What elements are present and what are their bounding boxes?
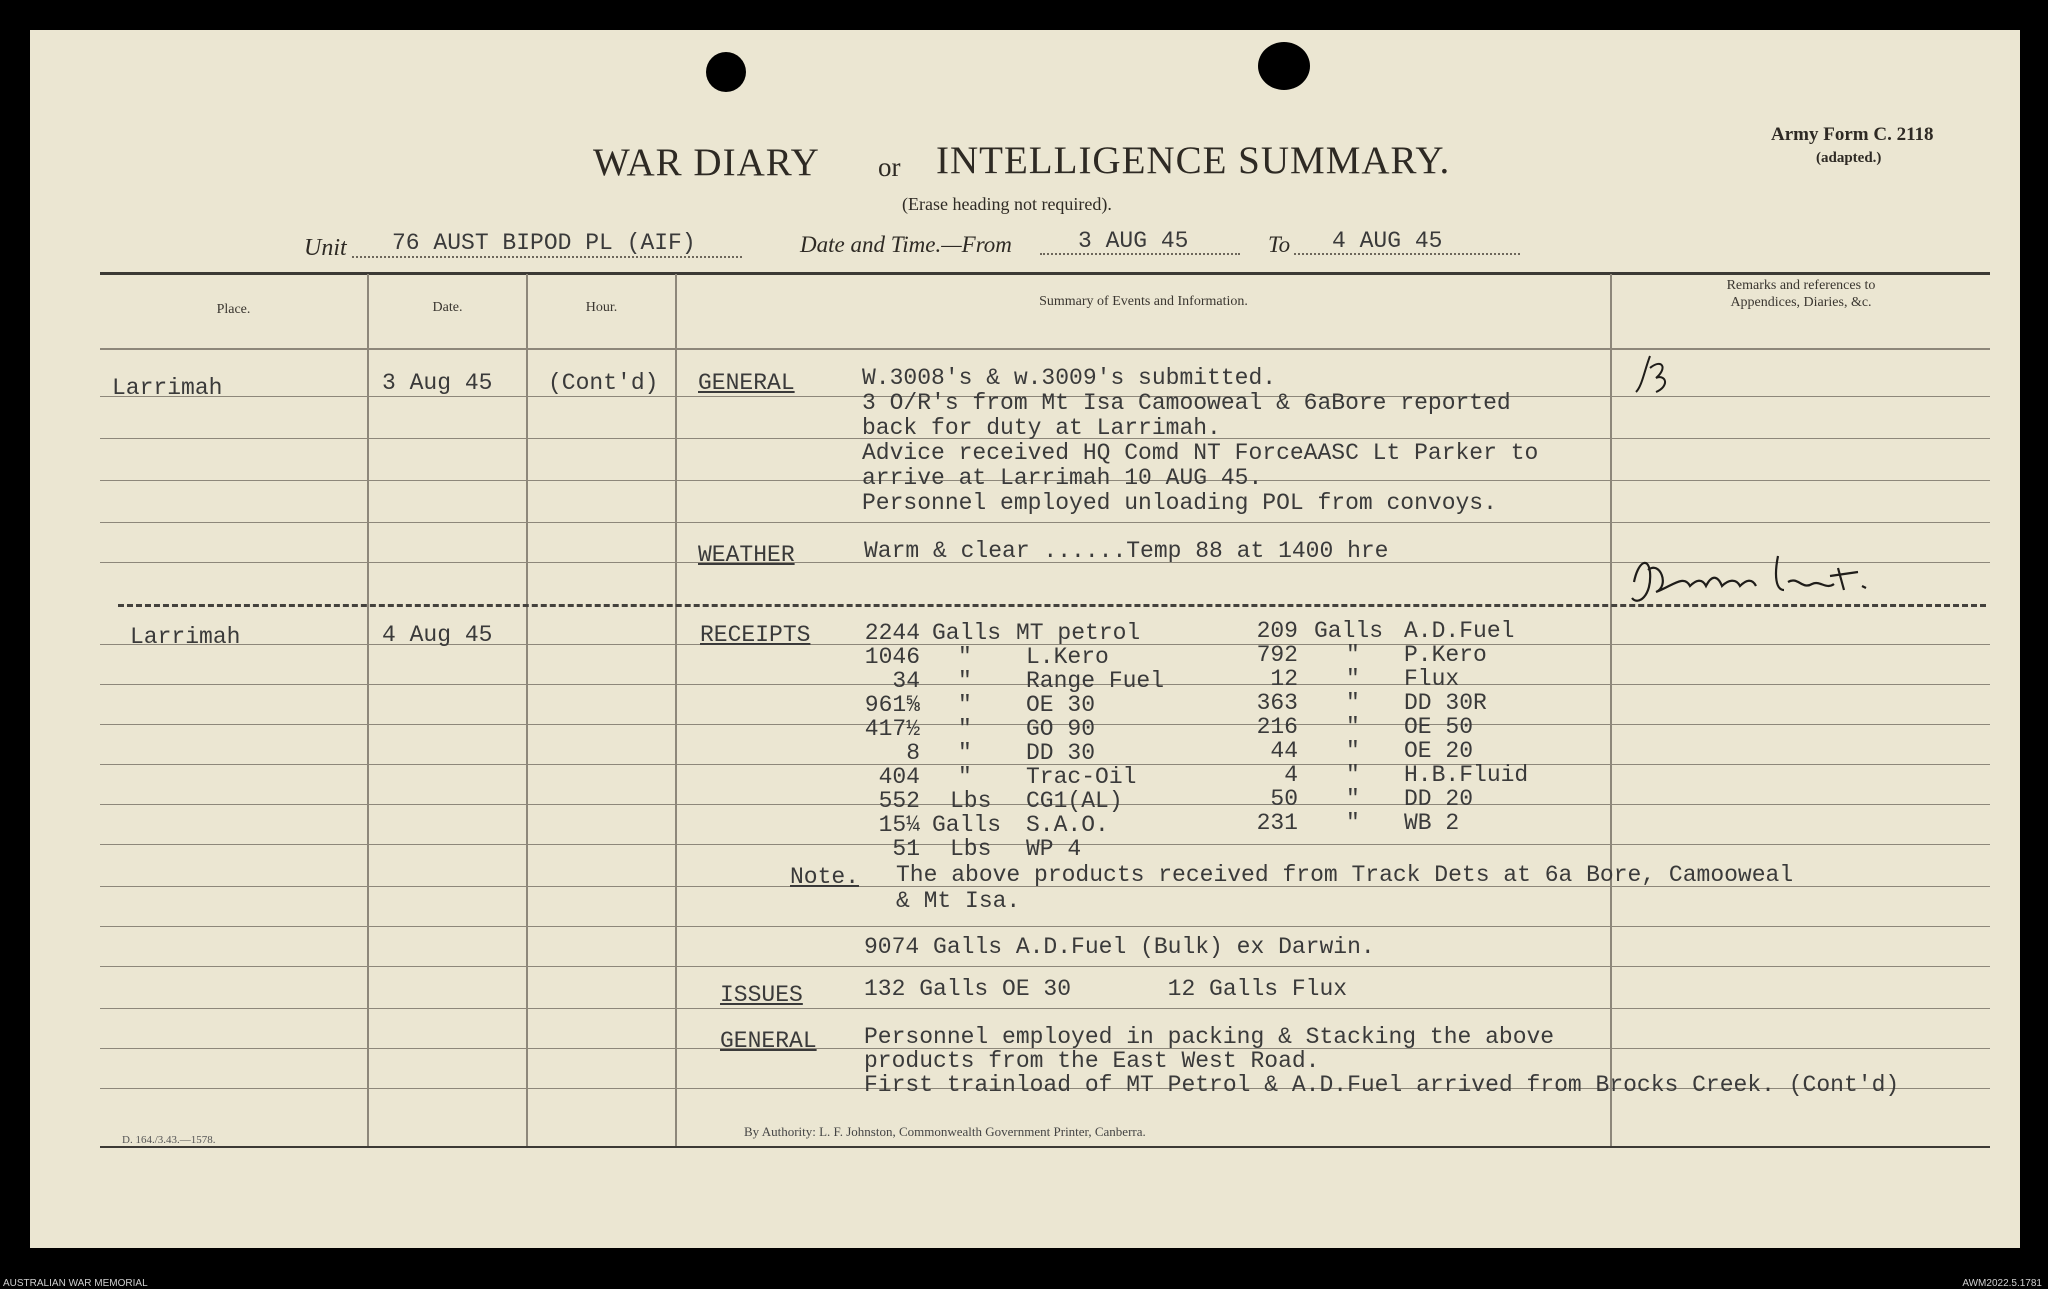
entry1-general-line: 3 O/R's from Mt Isa Camooweal & 6aBore reported: [862, 390, 1511, 416]
entry1-general-line: arrive at Larrimah 10 AUG 45.: [862, 465, 1263, 491]
punch-hole-right: [1258, 42, 1310, 90]
receipt-unit: ": [958, 692, 972, 718]
receipt-qty: 209: [1256, 618, 1298, 644]
entry2-date: 4 Aug 45: [382, 622, 493, 648]
receipt-unit: ": [1346, 642, 1360, 668]
receipt-qty: 792: [1256, 642, 1298, 668]
receipt-qty: 12: [1270, 666, 1298, 692]
receipt-qty: 2244: [864, 620, 920, 646]
entry2-place: Larrimah: [130, 624, 241, 650]
receipt-item: OE 20: [1404, 738, 1474, 764]
receipt-qty: 51: [892, 836, 920, 862]
entry2-general-line: First trainload of MT Petrol & A.D.Fuel arrived from Brocks Creek. (Cont'd): [864, 1072, 1900, 1098]
receipt-qty: 8: [906, 740, 920, 766]
note-line: The above products received from Track Dets at 6a Bore, Camooweal: [896, 862, 1794, 888]
header-remarks-2: Appendices, Diaries, &c.: [1730, 295, 1872, 310]
receipt-unit: ": [1346, 666, 1360, 692]
entry1-weather-label: WEATHER: [698, 542, 795, 568]
bulk-fuel-line: 9074 Galls A.D.Fuel (Bulk) ex Darwin.: [864, 934, 1375, 960]
army-form: Army Form C. 2118: [1771, 124, 1934, 145]
header-remarks-1: Remarks and references to: [1726, 278, 1876, 293]
receipt-item: CG1(AL): [1026, 788, 1123, 814]
receipt-unit: ": [958, 740, 972, 766]
receipt-item: S.A.O.: [1026, 812, 1109, 838]
receipt-item: DD 30R: [1404, 690, 1487, 716]
entry1-place: Larrimah: [112, 375, 223, 401]
to-value: 4 AUG 45: [1332, 228, 1443, 254]
entry2-general-line: Personnel employed in packing & Stacking the above: [864, 1024, 1555, 1050]
parker-signature: [1626, 546, 1876, 610]
column-divider-4: [1610, 274, 1612, 1148]
receipt-unit: Lbs: [950, 788, 992, 814]
print-code: D. 164./3.43.—1578.: [122, 1134, 216, 1146]
initials-signature: [1630, 352, 1680, 402]
receipt-item: H.B.Fluid: [1404, 762, 1529, 788]
archive-label: AUSTRALIAN WAR MEMORIAL: [3, 1278, 148, 1289]
receipt-unit: ": [1346, 786, 1360, 812]
issues-label: ISSUES: [720, 982, 803, 1008]
receipt-unit: Galls: [932, 812, 1002, 838]
receipt-qty: 404: [878, 764, 920, 790]
header-summary: Summary of Events and Information.: [1039, 294, 1248, 309]
receipt-item: GO 90: [1026, 716, 1096, 742]
receipt-item: Flux: [1404, 666, 1460, 692]
title-or: or: [878, 152, 901, 182]
from-value: 3 AUG 45: [1078, 228, 1189, 254]
receipt-unit: ": [958, 716, 972, 742]
column-divider-2: [526, 274, 528, 1148]
receipt-item: WP 4: [1026, 836, 1082, 862]
receipt-qty: 216: [1256, 714, 1298, 740]
receipt-unit: Lbs: [950, 836, 992, 862]
receipt-item: DD 30: [1026, 740, 1096, 766]
receipt-unit: ": [1346, 690, 1360, 716]
receipt-unit: ": [958, 668, 972, 694]
table-top-rule: [100, 272, 1990, 275]
entry1-date: 3 Aug 45: [382, 370, 493, 396]
header-bottom-rule: [100, 348, 1990, 350]
header-hour: Hour.: [585, 300, 618, 315]
receipt-qty: 34: [892, 668, 920, 694]
receipt-qty: 961⅝: [864, 692, 920, 718]
receipt-unit: Galls: [1314, 618, 1384, 644]
entry2-receipts-label: RECEIPTS: [700, 622, 811, 648]
receipt-unit: ": [958, 644, 972, 670]
receipt-qty: 15¼: [878, 812, 920, 838]
entry1-general-line: W.3008's & w.3009's submitted.: [862, 365, 1277, 391]
receipt-unit: ": [1346, 810, 1360, 836]
entry1-general-label: GENERAL: [698, 370, 795, 396]
receipt-unit: ": [1346, 762, 1360, 788]
diary-page: [30, 30, 2020, 1248]
column-divider-3: [675, 274, 677, 1148]
receipt-item: MT petrol: [1016, 620, 1141, 646]
receipt-qty: 417½: [864, 716, 920, 742]
receipt-item: OE 50: [1404, 714, 1474, 740]
unit-label: Unit: [304, 235, 347, 261]
subtitle: (Erase heading not required).: [902, 194, 1112, 214]
note-label: Note.: [790, 864, 860, 890]
entry2-general-line: products from the East West Road.: [864, 1048, 1320, 1074]
receipt-qty: 44: [1270, 738, 1298, 764]
receipt-item: A.D.Fuel: [1404, 618, 1515, 644]
unit-value: 76 AUST BIPOD PL (AIF): [392, 230, 696, 256]
receipt-item: L.Kero: [1026, 644, 1109, 670]
receipt-item: WB 2: [1404, 810, 1460, 836]
receipt-qty: 231: [1256, 810, 1298, 836]
receipt-qty: 1046: [864, 644, 920, 670]
punch-hole-left: [706, 52, 746, 92]
receipt-item: OE 30: [1026, 692, 1096, 718]
issues-text: 132 Galls OE 30 12 Galls Flux: [864, 976, 1348, 1002]
entry1-weather-text: Warm & clear ......Temp 88 at 1400 hre: [864, 538, 1389, 564]
receipt-item: DD 20: [1404, 786, 1474, 812]
entry1-general-line: back for duty at Larrimah.: [862, 415, 1221, 441]
entry1-general-line: Advice received HQ Comd NT ForceAASC Lt Parker to: [862, 440, 1539, 466]
title-left: WAR DIARY: [593, 141, 820, 184]
note-line: & Mt Isa.: [896, 888, 1021, 914]
header-date: Date.: [432, 300, 463, 315]
army-form-adapted: (adapted.): [1816, 150, 1882, 166]
date-time-label: Date and Time.—From: [800, 232, 1012, 257]
authority-line: By Authority: L. F. Johnston, Commonwealth Government Printer, Canberra.: [744, 1124, 1146, 1139]
entry1-general-line: Personnel employed unloading POL from convoys.: [862, 490, 1497, 516]
unit-dotted-line: [352, 256, 742, 258]
title-right: INTELLIGENCE SUMMARY.: [936, 139, 1451, 182]
receipt-unit: Galls: [932, 620, 1002, 646]
receipt-item: P.Kero: [1404, 642, 1487, 668]
receipt-unit: ": [958, 764, 972, 790]
to-label: To: [1268, 232, 1291, 257]
receipt-qty: 363: [1256, 690, 1298, 716]
receipt-item: Trac-Oil: [1026, 764, 1137, 790]
entry1-hour: (Cont'd): [548, 370, 659, 396]
receipt-qty: 50: [1270, 786, 1298, 812]
receipt-unit: ": [1346, 714, 1360, 740]
receipt-qty: 4: [1284, 762, 1298, 788]
column-divider-1: [367, 274, 369, 1148]
header-place: Place.: [216, 302, 251, 317]
receipt-unit: ": [1346, 738, 1360, 764]
receipt-item: Range Fuel: [1026, 668, 1165, 694]
entry2-general-label: GENERAL: [720, 1028, 817, 1054]
archive-id: AWM2022.5.1781: [1962, 1278, 2042, 1289]
receipt-qty: 552: [878, 788, 920, 814]
